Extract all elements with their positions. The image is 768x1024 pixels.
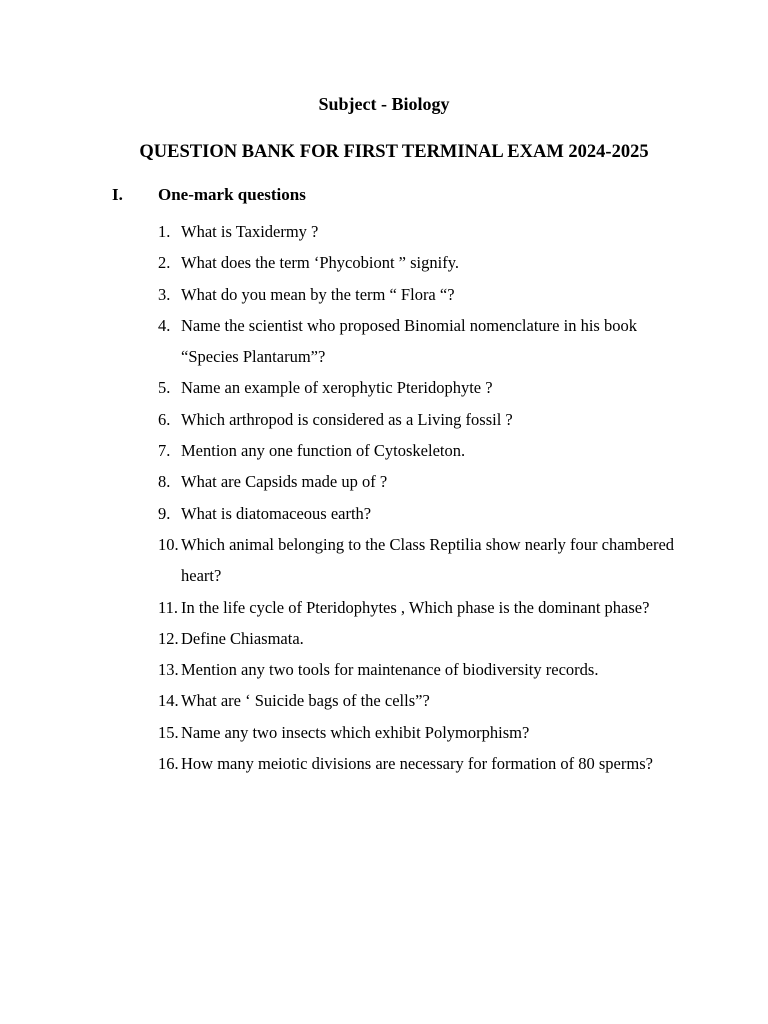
question-text: What is Taxidermy ? <box>181 222 319 241</box>
question-item <box>158 279 698 310</box>
question-number: 8. <box>158 472 171 492</box>
question-text: What are ‘ Suicide bags of the cells”? <box>181 691 430 711</box>
question-text: Which animal belonging to the Class Reptilia show nearly four chambered heart? <box>181 534 675 586</box>
question-item <box>158 216 698 247</box>
question-item <box>158 592 698 623</box>
question-item <box>158 372 698 403</box>
question-item <box>158 404 698 435</box>
question-list <box>158 216 698 779</box>
question-item <box>158 435 698 466</box>
question-text: Define Chiasmata. <box>181 628 304 648</box>
question-number: 13. <box>158 660 179 680</box>
question-text: What does the term ‘Phycobiont ” signify. <box>181 253 459 273</box>
question-item <box>158 310 698 373</box>
question-text: What do you mean by the term “ Flora “? <box>181 284 455 304</box>
question-number: 12. <box>158 628 179 648</box>
question-number: 9. <box>158 503 171 523</box>
question-number: 11. <box>158 597 179 617</box>
question-text: Which arthropod is considered as a Living fossil ? <box>181 409 513 429</box>
question-item <box>158 529 698 592</box>
question-item <box>158 466 698 497</box>
question-text: In the life cycle of Pteridophytes , Which phase is the dominant phase? <box>181 597 650 617</box>
question-text: Name any two insects which exhibit Polymorphism? <box>181 722 530 742</box>
question-text: What is diatomaceous earth? <box>181 503 372 523</box>
section-heading: One-mark questions <box>158 185 306 204</box>
question-number: 1. <box>158 222 171 241</box>
question-item <box>158 685 698 716</box>
question-item <box>158 717 698 748</box>
section-numeral: I. <box>112 185 123 204</box>
question-number: 4. <box>158 315 171 335</box>
question-item <box>158 748 698 779</box>
question-number: 10. <box>158 534 179 554</box>
question-item <box>158 623 698 654</box>
question-text: Name an example of xerophytic Pteridophyte ? <box>181 378 493 398</box>
question-text: Mention any two tools for maintenance of biodiversity records. <box>181 660 599 680</box>
subject-heading: Subject - Biology <box>318 94 450 114</box>
question-number: 14. <box>158 691 179 711</box>
question-number: 5. <box>158 378 171 398</box>
question-number: 15. <box>158 722 179 742</box>
question-number: 2. <box>158 253 171 273</box>
question-item <box>158 247 698 278</box>
question-text: Name the scientist who proposed Binomial nomenclature in his book “Species Plantarum”? <box>181 315 637 367</box>
question-item <box>158 498 698 529</box>
page-title: QUESTION BANK FOR FIRST TERMINAL EXAM 2024-2025 <box>139 142 649 162</box>
question-number: 3. <box>158 284 171 304</box>
question-number: 7. <box>158 441 171 461</box>
question-item <box>158 654 698 685</box>
question-number: 6. <box>158 409 171 429</box>
question-text: Mention any one function of Cytoskeleton. <box>181 441 466 461</box>
question-text: What are Capsids made up of ? <box>181 472 388 492</box>
question-text: How many meiotic divisions are necessary for formation of 80 sperms? <box>181 754 653 774</box>
question-number: 16. <box>158 754 179 774</box>
